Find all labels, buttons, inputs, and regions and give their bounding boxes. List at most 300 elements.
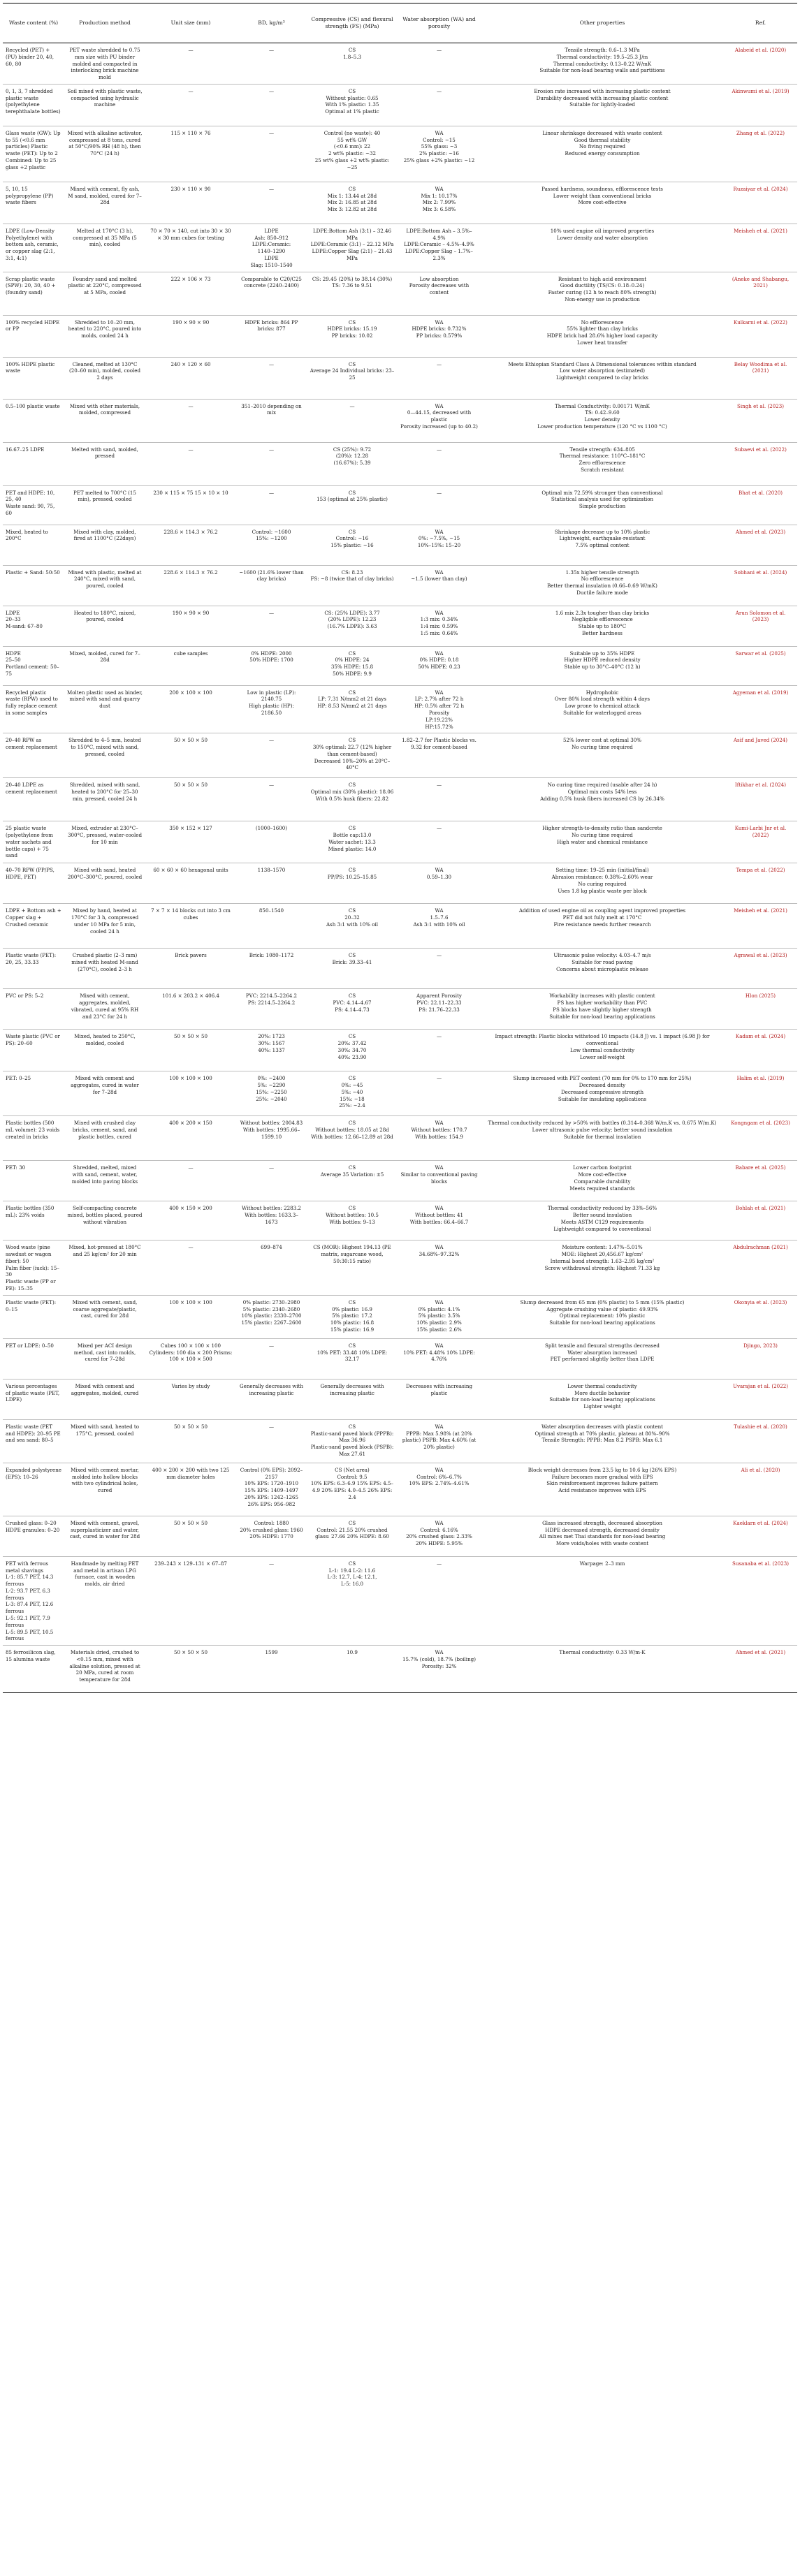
cell-bulk-density: 0% plastic: 2730–2980 5% plastic: 2340–2680 10% plastic: 2330–2700 15% plastic: 2267–2600 [236, 1295, 307, 1338]
cell-reference[interactable]: Sobhani et al. (2024) [724, 565, 797, 606]
cell-bulk-density: Without bottles: 2004.83 With bottles: 1995.66–1599.10 [236, 1116, 307, 1161]
table-row [3, 525, 797, 565]
cell-unit-size: 400 × 200 × 200 with two 125 mm diameter holes [145, 1463, 236, 1516]
cell-strength: CS: 8.23 FS: ~8 (twice that of clay bricks) [307, 565, 398, 606]
cell-strength: CS 0% HDPE: 24 35% HDPE: 15.8 50% HDPE: 9.9 [307, 646, 398, 685]
table-row [3, 778, 797, 821]
cell-waste-content: 0.5–100 plastic waste [3, 399, 64, 442]
table-row [3, 43, 797, 85]
cell-water-absorption: — [398, 1071, 481, 1116]
cell-waste-content: 40–70 RPW (PP/PS, HDPE, PET) [3, 863, 64, 904]
cell-reference[interactable]: Ahmed et al. (2023) [724, 525, 797, 565]
table-row [3, 399, 797, 442]
cell-strength: CS Plastic-sand paved block (PPPB): Max 36.96 Plastic-sand paved block (PSPB): Max 27.61 [307, 1419, 398, 1463]
table-row [3, 182, 797, 224]
cell-production-method: Mixed with plastic, melted at 240°C, mixed with sand, poured, cooled [64, 565, 145, 606]
table-row [3, 646, 797, 685]
table-row [3, 1241, 797, 1295]
cell-production-method: Materials dried, crushed to <0.15 mm, mixed with alkaline solution, pressed at 20 MPa, cured at room temperature for 28d [64, 1646, 145, 1693]
cell-strength: CS: (25% LDPE): 3.77 (20% LDPE): 12.23 (16.7% LDPE): 3.63 [307, 606, 398, 646]
cell-water-absorption: WA ~1.5 (lower than clay) [398, 565, 481, 606]
cell-production-method: PET waste shredded to 0.75 mm size with PU binder molded and compacted in interlocking brick machine mold [64, 43, 145, 85]
cell-unit-size: — [145, 84, 236, 126]
cell-waste-content: 100% HDPE plastic waste [3, 357, 64, 399]
cell-reference[interactable]: Belay Woodima et al. (2021) [724, 357, 797, 399]
cell-waste-content: Plastic bottles (500 mL volume): 23 voids created in bricks [3, 1116, 64, 1161]
table-row [3, 1030, 797, 1071]
cell-bulk-density: Control (0% EPS): 2092–2157 10% EPS: 1720–1910 15% EPS: 1409–1497 20% EPS: 1242–1265 26% EPS: 956–982 [236, 1463, 307, 1516]
cell-unit-size: 50 × 50 × 50 [145, 1419, 236, 1463]
cell-unit-size: 200 × 100 × 100 [145, 685, 236, 733]
table-row [3, 224, 797, 272]
cell-unit-size: 50 × 50 × 50 [145, 1646, 236, 1693]
cell-bulk-density: Low in plastic (LP): 2140.75 High plastic (HP): 2186.50 [236, 685, 307, 733]
table-row [3, 1161, 797, 1201]
cell-bulk-density: 850–1540 [236, 904, 307, 949]
cell-strength: CS 30% optimal: 22.7 (12% higher than cement-based) Decreased 10%–20% at 20°C–40°C [307, 733, 398, 778]
cell-strength: CS Control: 21.55 20% crushed glass: 27.66 20% HDPE: 8.60 [307, 1516, 398, 1556]
cell-waste-content: 100% recycled HDPE or PP [3, 315, 64, 357]
cell-reference[interactable]: Agrawal et al. (2023) [724, 949, 797, 989]
cell-strength: Generally decreases with increasing plastic [307, 1379, 398, 1419]
cell-production-method: Mixed with sand, heated 200°C–300°C, poured, cooled [64, 863, 145, 904]
cell-other-properties: Tensile strength: 634–805 Thermal resistance: 110°C–181°C Zero efflorescence Scratch resistant [481, 442, 724, 485]
cell-waste-content: Various percentages of plastic waste (PET, LDPE) [3, 1379, 64, 1419]
table-row [3, 1201, 797, 1241]
header-strength: Compressive (CS) and flexural strength (FS) (MPa) [307, 3, 398, 43]
cell-strength: CS 0%: ~45 5%: ~40 15%: ~18 25%: ~2.4 [307, 1071, 398, 1116]
cell-unit-size: — [145, 399, 236, 442]
cell-reference[interactable]: Ruzaiyar et al. (2024) [724, 182, 797, 224]
cell-production-method: Shredded, melted, mixed with sand, cement, water, molded into paving blocks [64, 1161, 145, 1201]
cell-water-absorption: WA Control: ~15 55% glass: ~3 2% plastic: ~16 25% glass +2% plastic: ~12 [398, 126, 481, 182]
cell-waste-content: Mixed, heated to 200°C [3, 525, 64, 565]
cell-strength: CS 153 (optimal at 25% plastic) [307, 485, 398, 525]
table-row [3, 485, 797, 525]
cell-strength: CS Without bottles: 18.05 at 28d With bottles: 12.66–12.89 at 28d [307, 1116, 398, 1161]
cell-unit-size: Brick pavers [145, 949, 236, 989]
cell-production-method: Mixed with crushed clay bricks, cement, sand, and plastic bottles, cured [64, 1116, 145, 1161]
cell-water-absorption: WA 0.59–1.30 [398, 863, 481, 904]
cell-strength: CS Optimal mix (30% plastic): 18.06 With 0.5% husk fibers: 22.82 [307, 778, 398, 821]
cell-bulk-density: — [236, 84, 307, 126]
cell-waste-content: Plastic waste (PET): 0–15 [3, 1295, 64, 1338]
cell-unit-size: 240 × 120 × 60 [145, 357, 236, 399]
cell-strength: Control (no waste): 40 55 wt% GW (<0.6 mm): 22 2 wt% plastic: ~32 25 wt% glass +2 wt% plastic: ~25 [307, 126, 398, 182]
header-other-properties: Other properties [481, 3, 724, 43]
cell-unit-size: — [145, 1241, 236, 1295]
cell-reference[interactable]: Kaeklarn et al. (2024) [724, 1516, 797, 1556]
cell-production-method: Mixed by hand, heated at 170°C for 3 h, compressed under 10 MPa for 5 min, cooled 24 h [64, 904, 145, 949]
cell-bulk-density: Control: 1880 20% crushed glass: 1960 20% HDPE: 1770 [236, 1516, 307, 1556]
cell-bulk-density: — [236, 1556, 307, 1645]
cell-other-properties: 1.6 mix 2.3x tougher than clay bricks Negligible efflorescence Stable up to 180°C Better hardness [481, 606, 724, 646]
cell-waste-content: PVC or PS: 5–2 [3, 989, 64, 1030]
cell-production-method: Mixed with cement, gravel, superplasticizer and water, cast, cured in water for 28d [64, 1516, 145, 1556]
cell-water-absorption: — [398, 43, 481, 85]
cell-unit-size: — [145, 43, 236, 85]
cell-production-method: Shredded, mixed with sand, heated to 200°C for 25–30 min, pressed, cooled 24 h [64, 778, 145, 821]
cell-strength: CS 0% plastic: 16.9 5% plastic: 17.2 10% plastic: 16.8 15% plastic: 16.9 [307, 1295, 398, 1338]
cell-water-absorption: — [398, 1556, 481, 1645]
cell-other-properties: Lower thermal conductivity More ductile behavior Suitable for non-load bearing applications Lighter weight [481, 1379, 724, 1419]
cell-water-absorption: WA LP: 2.7% after 72 h HP: 0.5% after 72 h Porosity LP:19.22% HP:15.72% [398, 685, 481, 733]
cell-strength: CS PP/PS: 10.25–15.85 [307, 863, 398, 904]
cell-waste-content: PET or LDPE: 0–50 [3, 1338, 64, 1379]
table-row [3, 1463, 797, 1516]
cell-other-properties: Moisture content: 1.47%–5.01% MOE: Highest 20,456.67 kg/cm² Internal bond strength: 1.63–2.95 kg/cm² Screw withdrawal strength: Highest 71.33 kg [481, 1241, 724, 1295]
cell-strength: CS Without bottles: 10.5 With bottles: 9–13 [307, 1201, 398, 1241]
cell-bulk-density: — [236, 1338, 307, 1379]
cell-unit-size: 60 × 60 × 60 hexagonal units [145, 863, 236, 904]
cell-strength: CS 10% PET: 33.48 10% LDPE: 32.17 [307, 1338, 398, 1379]
cell-unit-size: 70 × 70 × 140, cut into 30 × 30 × 30 mm cubes for testing [145, 224, 236, 272]
cell-waste-content: Wood waste (pine sawdust or wagon fiber): 50 Palm fiber (iuck): 15–30 Plastic waste (PP or PE): 15–35 [3, 1241, 64, 1295]
cell-strength: 10.9 [307, 1646, 398, 1693]
table-row [3, 904, 797, 949]
cell-unit-size: 7 × 7 × 14 blocks cut into 3 cm cubes [145, 904, 236, 949]
cell-bulk-density: — [236, 485, 307, 525]
cell-other-properties: Tensile strength: 0.6–1.3 MPa Thermal conductivity: 19.5–25.3 J/m Thermal conductivity: 0.13–0.22 W/mK Suitable for non-load bearing walls and partitions [481, 43, 724, 85]
cell-strength: CS (25%): 9.72 (20%): 12.28 (16.67%): 5.39 [307, 442, 398, 485]
table-row [3, 126, 797, 182]
cell-other-properties: Ultrasonic pulse velocity: 4.03–4.7 m/s Suitable for road paving Concerns about microplastic release [481, 949, 724, 989]
cell-waste-content: Glass waste (GW): Up to 55 (<0.6 mm particles) Plastic waste (PET): Up to 2 Combined: Up to 25 glass +2 plastic [3, 126, 64, 182]
cell-strength: CS 20–32 Ash 3:1 with 10% oil [307, 904, 398, 949]
cell-production-method: Melted at 170°C (3 h), compressed at 35 MPa (5 min), cooled [64, 224, 145, 272]
cell-reference[interactable]: Kadam et al. (2024) [724, 1030, 797, 1071]
cell-bulk-density: — [236, 357, 307, 399]
cell-reference[interactable]: Zhang et al. (2022) [724, 126, 797, 182]
table-row [3, 949, 797, 989]
table-row [3, 1646, 797, 1693]
cell-production-method: Foundry sand and melted plastic at 220°C, compressed at 5 MPa, cooled [64, 272, 145, 315]
cell-waste-content: PET: 30 [3, 1161, 64, 1201]
cell-reference[interactable]: (Aneke and Shabangu, 2021) [724, 272, 797, 315]
header-reference: Ref. [724, 3, 797, 43]
cell-production-method: Mixed with cement mortar, molded into hollow blocks with two cylindrical holes, cured [64, 1463, 145, 1516]
cell-reference[interactable]: Hlon (2025) [724, 989, 797, 1030]
cell-waste-content: 85 ferrosilicon slag, 15 alumina waste [3, 1646, 64, 1693]
cell-production-method: Soil mixed with plastic waste, compacted using hydraulic machine [64, 84, 145, 126]
cell-production-method: Molten plastic used as binder, mixed with sand and quarry dust [64, 685, 145, 733]
cell-reference[interactable]: Alabeid et al. (2020) [724, 43, 797, 85]
cell-waste-content: PET with ferrous metal shavings L-1: 85.7 PET, 14.3 ferrous L-2: 93.7 PET, 6.3 ferrous L-3: 87.4 PET, 12.6 ferrous L-5: 92.1 PET, 7.9 ferrous L-5: 89.5 PET, 10.5 ferrous [3, 1556, 64, 1645]
cell-water-absorption: — [398, 778, 481, 821]
cell-reference[interactable]: Meisheh et al. (2021) [724, 224, 797, 272]
table-row [3, 821, 797, 863]
header-row [3, 3, 797, 43]
cell-reference[interactable]: Uvarajan et al. (2022) [724, 1379, 797, 1419]
cell-other-properties: No curing time required (usable after 24 h) Optimal mix costs 54% less Adding 0.5% husk fibers increased CS by 26.34% [481, 778, 724, 821]
cell-unit-size: 230 × 115 × 75 15 × 10 × 10 [145, 485, 236, 525]
cell-reference[interactable]: Asif and Javed (2024) [724, 733, 797, 778]
cell-reference[interactable]: Ali et al. (2020) [724, 1463, 797, 1516]
cell-waste-content: Waste plastic (PVC or PS): 20–60 [3, 1030, 64, 1071]
cell-unit-size: 190 × 90 × 90 [145, 315, 236, 357]
cell-bulk-density: 1138–1570 [236, 863, 307, 904]
cell-production-method: Mixed with cement, aggregates, molded, vibrated, cured at 95% RH and 23°C for 24 h [64, 989, 145, 1030]
cell-other-properties: Hydrophobic Over 80% load strength within 4 days Low prone to chemical attack Suitable for waterlogged areas [481, 685, 724, 733]
cell-bulk-density: — [236, 43, 307, 85]
cell-other-properties: Passed hardness, soundness, efflorescence tests Lower weight than conventional bricks More cost-effective [481, 182, 724, 224]
cell-waste-content: Plastic + Sand: 50:50 [3, 565, 64, 606]
cell-other-properties: 1.35x higher tensile strength No efflorescence Better thermal insulation (0.66–0.69 W/mK) Ductile failure mode [481, 565, 724, 606]
cell-strength: CS (MOR): Highest 194.13 (PE matrix, sugarcane wood, 50:30:15 ratio) [307, 1241, 398, 1295]
cell-unit-size: 230 × 110 × 90 [145, 182, 236, 224]
cell-other-properties: Shrinkage decrease up to 10% plastic Lightweight, earthquake-resistant 7.5% optimal content [481, 525, 724, 565]
cell-other-properties: Warpage: 2–3 mm [481, 1556, 724, 1645]
cell-other-properties: Thermal conductivity reduced by >50% with bottles (0.314–0.368 W/m.K vs. 0.675 W/m.K) Lower ultrasonic pulse velocity; better sound insulation Suitable for thermal insulation [481, 1116, 724, 1161]
cell-bulk-density: — [236, 442, 307, 485]
cell-bulk-density: — [236, 126, 307, 182]
cell-other-properties: No efflorescence 55% lighter than clay bricks HDPE brick had 28.6% higher load capacity Lower heat transfer [481, 315, 724, 357]
cell-other-properties: Lower carbon footprint More cost-effective Comparable durability Meets required standards [481, 1161, 724, 1201]
cell-reference[interactable]: Arun Solomon et al. (2023) [724, 606, 797, 646]
cell-reference[interactable]: Meisheh et al. (2021) [724, 904, 797, 949]
cell-production-method: Heated to 180°C, mixed, poured, cooled [64, 606, 145, 646]
cell-other-properties: Thermal conductivity: 0.33 W/m·K [481, 1646, 724, 1693]
cell-bulk-density: 699–874 [236, 1241, 307, 1295]
cell-reference[interactable]: Abdulrachman (2021) [724, 1241, 797, 1295]
cell-water-absorption: LDPE:Bottom Ash – 3.5%–4.9% LDPE:Ceramic – 4.5%–4.9% LDPE:Copper Slag – 1.7%–2.3% [398, 224, 481, 272]
cell-production-method: Mixed with clay, molded, fired at 1100°C (22days) [64, 525, 145, 565]
cell-unit-size: — [145, 1161, 236, 1201]
cell-strength: — [307, 399, 398, 442]
cell-waste-content: 20–40 RPW as cement replacement [3, 733, 64, 778]
cell-other-properties: 52% lower cost at optimal 30% No curing time required [481, 733, 724, 778]
cell-unit-size: 100 × 100 × 100 [145, 1295, 236, 1338]
cell-production-method: Crushed plastic (2–3 mm) mixed with heated M-sand (270°C), cooled 2–3 h [64, 949, 145, 989]
cell-water-absorption: — [398, 442, 481, 485]
cell-production-method: Handmade by melting PET and metal in artisan LPG furnace, cast in wooden molds, air dried [64, 1556, 145, 1645]
cell-bulk-density: (1000–1600) [236, 821, 307, 863]
cell-waste-content: HDPE 25–50 Portland cement: 50–75 [3, 646, 64, 685]
table-row [3, 1516, 797, 1556]
cell-other-properties: Glass increased strength, decreased absorption HDPE decreased strength, decreased density All mixes met Thai standards for non-load bearing More voids/holes with waste content [481, 1516, 724, 1556]
cell-unit-size: 50 × 50 × 50 [145, 1030, 236, 1071]
cell-other-properties: Meets Ethiopian Standard Class A Dimensional tolerances within standard Low water absorption (estimated) Lightweight compared to clay bricks [481, 357, 724, 399]
table-row [3, 989, 797, 1030]
cell-water-absorption: WA 10% PET: 4.48% 10% LDPE: 4.76% [398, 1338, 481, 1379]
cell-reference[interactable]: Ahmed et al. (2021) [724, 1646, 797, 1693]
cell-other-properties: Higher strength-to-density ratio than sandcrete No curing time required High water and chemical resistance [481, 821, 724, 863]
cell-unit-size: 228.6 × 114.3 × 76.2 [145, 565, 236, 606]
cell-other-properties: Linear shrinkage decreased with waste content Good thermal stability No fiving required Reduced energy consumption [481, 126, 724, 182]
cell-unit-size: 350 × 152 × 127 [145, 821, 236, 863]
cell-water-absorption: WA 1.5–7.6 Ash 3:1 with 10% oil [398, 904, 481, 949]
cell-reference[interactable]: Okonyia et al. (2023) [724, 1295, 797, 1338]
cell-bulk-density: 20%: 1723 30%: 1567 40%: 1337 [236, 1030, 307, 1071]
cell-water-absorption: — [398, 357, 481, 399]
cell-reference[interactable]: Susanaba et al. (2023) [724, 1556, 797, 1645]
cell-reference[interactable]: Djingo, 2023) [724, 1338, 797, 1379]
cell-unit-size: 101.6 × 203.2 × 406.4 [145, 989, 236, 1030]
table-row [3, 357, 797, 399]
cell-unit-size: 400 × 200 × 150 [145, 1116, 236, 1161]
cell-bulk-density: 1599 [236, 1646, 307, 1693]
cell-reference[interactable]: Babare et al. (2025) [724, 1161, 797, 1201]
cell-other-properties: Thermal conductivity reduced by 33%–56% Better sound insulation Meets ASTM C129 requirements Lightweight compared to conventional [481, 1201, 724, 1241]
cell-waste-content: LDPE 20–33 M-sand: 67–80 [3, 606, 64, 646]
cell-other-properties: Slump increased with PET content (70 mm for 0% to 170 mm for 25%) Decreased density Decreased compressive strength Suitable for insulating applications [481, 1071, 724, 1116]
cell-other-properties: Suitable up to 35% HDPE Higher HDPE reduced density Stable up to 30°C–40°C (12 h) [481, 646, 724, 685]
cell-other-properties: Optimal mix 72.59% stronger than conventional Statistical analysis used for optimization Simple production [481, 485, 724, 525]
cell-unit-size: 50 × 50 × 50 [145, 733, 236, 778]
cell-water-absorption: — [398, 821, 481, 863]
cell-reference[interactable]: Subaevi et al. (2022) [724, 442, 797, 485]
cell-production-method: Self-compacting concrete mixed, bottles placed, poured without vibration [64, 1201, 145, 1241]
cell-reference[interactable]: Tulashie et al. (2020) [724, 1419, 797, 1463]
cell-other-properties: 10% used engine oil improved properties Lower density and water absorption [481, 224, 724, 272]
cell-bulk-density: LDPE Ash: 850–912 LDPE:Ceramic: 1140–1290 LDPE Slag: 1510–1540 [236, 224, 307, 272]
cell-bulk-density: 0% HDPE: 2000 50% HDPE: 1700 [236, 646, 307, 685]
cell-production-method: Mixed, hot-pressed at 180°C and 25 kg/cm² for 20 min [64, 1241, 145, 1295]
cell-bulk-density: Without bottles: 2283.2 With bottles: 1633.3–1673 [236, 1201, 307, 1241]
cell-strength: CS 1.8–5.3 [307, 43, 398, 85]
cell-reference[interactable]: Agyeman et al. (2019) [724, 685, 797, 733]
cell-strength: CS LP: 7.31 N/mm2 at 21 days HP: 8.53 N/mm2 at 21 days [307, 685, 398, 733]
cell-waste-content: Expanded polystyrene (EPS): 10–26 [3, 1463, 64, 1516]
cell-unit-size: 239–243 × 129–131 × 67–87 [145, 1556, 236, 1645]
cell-strength: CS Bottle cap:13.0 Water sachet: 13.3 Mixed plastic: 14.0 [307, 821, 398, 863]
cell-production-method: Mixed with alkaline activator, compressed at 8 tons, cured at 50°C/90% RH (48 h), then 70°C (24 h) [64, 126, 145, 182]
table-row [3, 1295, 797, 1338]
cell-waste-content: Plastic waste (PET and HDPE): 20–95 PE and sea sand: 80–5 [3, 1419, 64, 1463]
cell-strength: LDPE:Bottom Ash (3:1) – 32.46 MPa LDPE:Ceramic (3:1) – 22.12 MPa LDPE:Copper Slag (2:1) – 21.43 MPa [307, 224, 398, 272]
cell-waste-content: PET: 0–25 [3, 1071, 64, 1116]
cell-unit-size: Cubes 100 × 100 × 100 Cylinders: 100 dia × 200 Prisms: 100 × 100 × 500 [145, 1338, 236, 1379]
cell-water-absorption: WA 0% plastic: 4.1% 5% plastic: 3.5% 10% plastic: 2.9% 15% plastic: 2.6% [398, 1295, 481, 1338]
cell-strength: CS: 29.45 (20%) to 38.14 (30%) TS: 7.36 to 9.51 [307, 272, 398, 315]
cell-unit-size: 400 × 150 × 200 [145, 1201, 236, 1241]
cell-reference[interactable]: Kulkarni et al. (2022) [724, 315, 797, 357]
cell-unit-size: 228.6 × 114.3 × 76.2 [145, 525, 236, 565]
cell-water-absorption: WA 34.68%–97.32% [398, 1241, 481, 1295]
cell-bulk-density: Generally decreases with increasing plastic [236, 1379, 307, 1419]
header-bulk-density: BD, kg/m³ [236, 3, 307, 43]
table-row [3, 733, 797, 778]
cell-bulk-density: PVC: 2214.5–2264.2 PS: 2214.5–2264.2 [236, 989, 307, 1030]
cell-reference[interactable]: Halim et al. (2019) [724, 1071, 797, 1116]
cell-other-properties: Workability increases with plastic content PS has higher workability than PVC PS blocks have slightly higher strength Suitable for non-load bearing applications [481, 989, 724, 1030]
table-row [3, 1556, 797, 1645]
cell-water-absorption: WA 15.7% (cold), 18.7% (boiling) Porosity: 32% [398, 1646, 481, 1693]
cell-strength: CS PVC: 4.14–4.67 PS: 4.14–4.73 [307, 989, 398, 1030]
cell-waste-content: Crushed glass: 0–20 HDPE granules: 0–20 [3, 1516, 64, 1556]
header-waste-content: Waste content (%) [3, 3, 64, 43]
cell-bulk-density: — [236, 778, 307, 821]
cell-unit-size: 222 × 106 × 73 [145, 272, 236, 315]
cell-reference[interactable]: Kongngam et al. (2023) [724, 1116, 797, 1161]
cell-strength: CS Mix 1: 13.44 at 28d Mix 2: 16.85 at 28d Mix 3: 12.82 at 28d [307, 182, 398, 224]
cell-strength: CS (Net area) Control: 9.5 10% EPS: 6.3–6.9 15% EPS: 4.5–4.9 20% EPS: 4.0–4.5 26% EPS: 2.4 [307, 1463, 398, 1516]
properties-table [3, 3, 797, 1693]
cell-unit-size: 190 × 90 × 90 [145, 606, 236, 646]
cell-reference[interactable]: Singh et al. (2023) [724, 399, 797, 442]
cell-water-absorption: WA 0%: ~7.5%, ~15 10%–15%: 15–20 [398, 525, 481, 565]
cell-production-method: PET melted to 700°C (15 min), pressed, cooled [64, 485, 145, 525]
cell-waste-content: 0, 1, 3, 7 shredded plastic waste (polyethylene terephthalate bottles) [3, 84, 64, 126]
cell-other-properties: Setting time: 19–25 min (initial/final) Abrasion resistance: 0.38%–2.60% wear No curing required Uses 1.8 kg plastic waste per block [481, 863, 724, 904]
cell-bulk-density: — [236, 182, 307, 224]
cell-bulk-density: — [236, 606, 307, 646]
cell-strength: CS Control: ~16 15% plastic: ~16 [307, 525, 398, 565]
cell-production-method: Cleaned, melted at 130°C (20–60 min), molded, cooled 2 days [64, 357, 145, 399]
cell-reference[interactable]: Akinwumi et al. (2019) [724, 84, 797, 126]
table-row [3, 606, 797, 646]
cell-production-method: Mixed with cement, fly ash, M sand, molded, cured for 7–28d [64, 182, 145, 224]
cell-waste-content: Plastic bottles (350 mL): 23% voids [3, 1201, 64, 1241]
cell-reference[interactable]: Tempa et al. (2022) [724, 863, 797, 904]
cell-strength: CS Without plastic: 0.65 With 1% plastic: 1.35 Optimal at 1% plastic [307, 84, 398, 126]
table-row [3, 1419, 797, 1463]
cell-unit-size: Varies by study [145, 1379, 236, 1419]
cell-bulk-density: 0%: ~2400 5%: ~2290 15%: ~2250 25%: ~2040 [236, 1071, 307, 1116]
cell-waste-content: 20–40 LDPE as cement replacement [3, 778, 64, 821]
cell-water-absorption: WA 0% HDPE: 0.18 50% HDPE: 0.23 [398, 646, 481, 685]
cell-production-method: Mixed, extruder at 230°C–300°C, pressed, water-cooled for 10 min [64, 821, 145, 863]
cell-water-absorption: WA Mix 1: 10.17% Mix 2: 7.99% Mix 3: 6.58% [398, 182, 481, 224]
cell-reference[interactable]: Iftikhar et al. (2024) [724, 778, 797, 821]
cell-other-properties: Thermal Conductivity: 0.00171 W/mK TS: 0.42–9.60 Lower density Lower production temperature (120 °C vs 1100 °C) [481, 399, 724, 442]
cell-unit-size: — [145, 442, 236, 485]
table-row [3, 565, 797, 606]
cell-strength: CS Average 35 Variation: ±5 [307, 1161, 398, 1201]
cell-reference[interactable]: Bhat et al. (2020) [724, 485, 797, 525]
cell-bulk-density: HDPE bricks: 864 PP bricks: 877 [236, 315, 307, 357]
cell-other-properties: Impact strength: Plastic blocks withstood 10 impacts (14.8 J) vs. 1 impact (6.98 J) for conventional Low thermal conductivity Lower self-weight [481, 1030, 724, 1071]
cell-waste-content: LDPE + Bottom ash + Copper slag + Crushed ceramic [3, 904, 64, 949]
cell-bulk-density: Control: ~1600 15%: ~1200 [236, 525, 307, 565]
cell-water-absorption: Low absorption Porosity decreases with content [398, 272, 481, 315]
cell-production-method: Mixed, molded, cured for 7–28d [64, 646, 145, 685]
cell-water-absorption: WA HDPE bricks: 0.732% PP bricks: 0.579% [398, 315, 481, 357]
cell-water-absorption: WA Similar to conventional paving blocks [398, 1161, 481, 1201]
cell-water-absorption: WA Control: 6.16% 20% crushed glass: 2.33% 20% HDPE: 5.95% [398, 1516, 481, 1556]
cell-unit-size: 50 × 50 × 50 [145, 778, 236, 821]
cell-waste-content: Recycled plastic waste (RPW) used to fully replace cement in some samples [3, 685, 64, 733]
cell-production-method: Mixed with cement and aggregates, cured in water for 7–28d [64, 1071, 145, 1116]
cell-strength: CS HDPE bricks: 15.19 PP bricks: 10.02 [307, 315, 398, 357]
cell-reference[interactable]: Kumi-Larbi Jnr et al. (2022) [724, 821, 797, 863]
cell-other-properties: Erosion rate increased with increasing plastic content Durability decreased with increasing plastic content Suitable for lightly-loaded [481, 84, 724, 126]
cell-waste-content: 16.67–25 LDPE [3, 442, 64, 485]
table-row [3, 1116, 797, 1161]
cell-strength: CS L-1: 19.4 L-2: 11.6 L-3: 12.7, L-4: 12.1, L-5: 16.0 [307, 1556, 398, 1645]
cell-production-method: Shredded to 10–20 mm, heated to 220°C, poured into molds, cooled 24 h [64, 315, 145, 357]
cell-water-absorption: — [398, 949, 481, 989]
cell-strength: CS Average 24 Individual bricks: 23–25 [307, 357, 398, 399]
header-unit-size: Unit size (mm) [145, 3, 236, 43]
table-row [3, 1379, 797, 1419]
cell-water-absorption: WA 0—44.15, decreased with plastic Porosity increased (up to 40.2) [398, 399, 481, 442]
cell-production-method: Melted with sand, molded, pressed [64, 442, 145, 485]
table-row [3, 685, 797, 733]
cell-water-absorption: — [398, 1030, 481, 1071]
cell-waste-content: PET and HDPE: 10, 25, 40 Waste sand: 90, 75, 60 [3, 485, 64, 525]
cell-unit-size: 100 × 100 × 100 [145, 1071, 236, 1116]
cell-production-method: Mixed with other materials, molded, compressed [64, 399, 145, 442]
cell-reference[interactable]: Bohlah et al. (2021) [724, 1201, 797, 1241]
cell-reference[interactable]: Sarwar et al. (2025) [724, 646, 797, 685]
header-production-method: Production method [64, 3, 145, 43]
cell-water-absorption: WA Control: 6%–6.7% 10% EPS: 2.74%–4.61% [398, 1463, 481, 1516]
cell-bulk-density: — [236, 1161, 307, 1201]
cell-bulk-density: — [236, 1419, 307, 1463]
cell-waste-content: 25 plastic waste (polyethylene from water sachets and bottle caps) + 75 sand [3, 821, 64, 863]
cell-water-absorption: — [398, 485, 481, 525]
